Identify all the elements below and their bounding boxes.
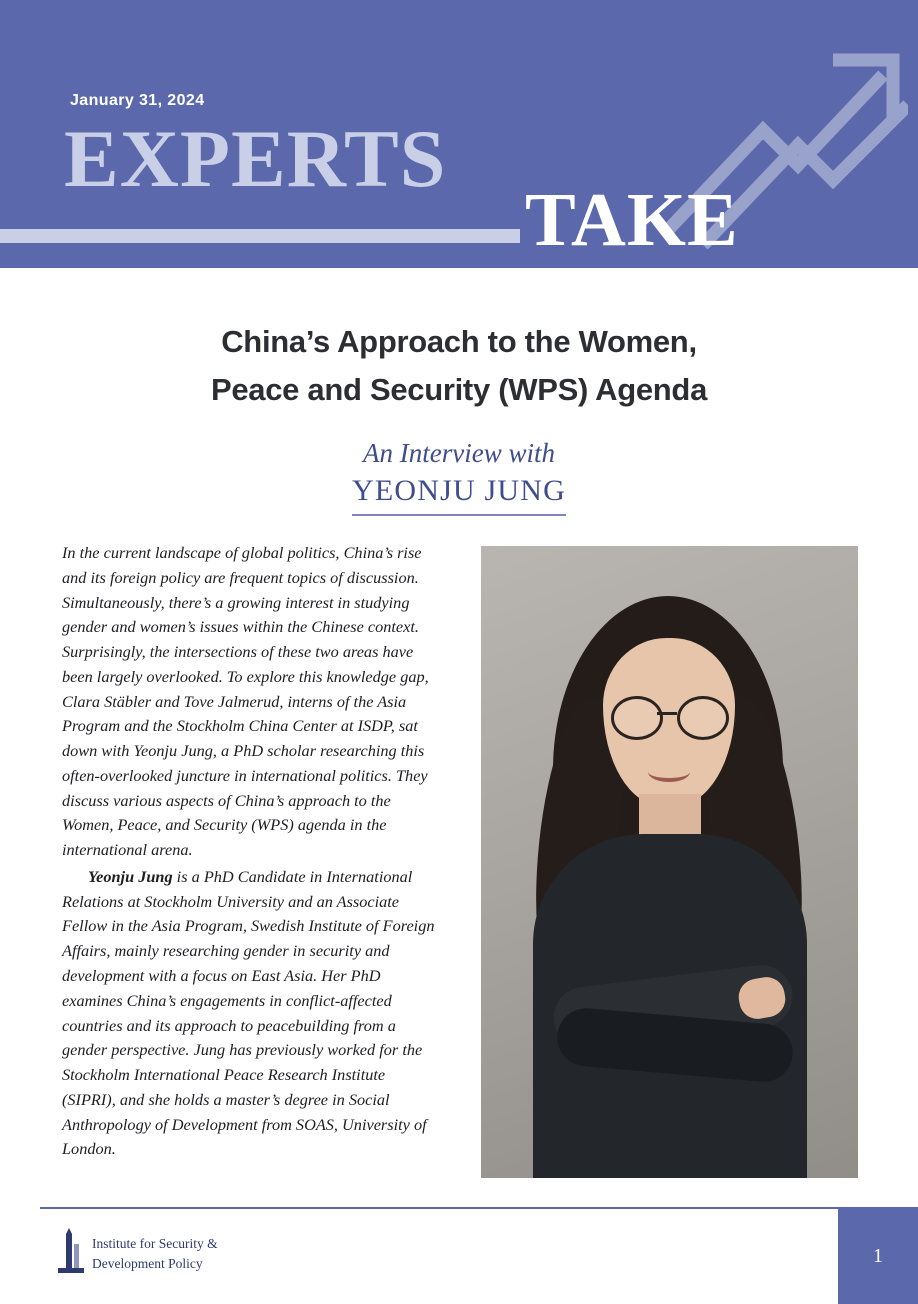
interview-label: An Interview with	[363, 438, 555, 468]
bio-paragraph	[62, 865, 442, 1162]
portrait-glasses-right	[677, 696, 729, 740]
publication-date: January 31, 2024	[70, 92, 205, 109]
page-title	[60, 318, 858, 414]
masthead-take: TAKE	[525, 178, 739, 262]
page-number: 1	[873, 1245, 883, 1267]
bio-lead-name: Yeonju Jung	[88, 866, 173, 886]
masthead-experts: EXPERTS	[64, 113, 447, 204]
page-title-line-1: China’s Approach to the Women,	[221, 324, 697, 359]
guest-name: YEONJU JUNG	[352, 474, 566, 516]
guest-name-container	[60, 474, 858, 516]
page-number-badge	[838, 1207, 918, 1304]
document-header-band	[0, 0, 918, 268]
footer-organization-name	[92, 1234, 292, 1273]
portrait-glasses-bridge	[657, 712, 677, 715]
portrait-smile	[648, 762, 690, 782]
portrait-photo	[481, 546, 858, 1178]
footer-org-line-1: Institute for Security &	[92, 1236, 218, 1251]
footer-divider	[40, 1207, 840, 1209]
page-title-line-2: Peace and Security (WPS) Agenda	[210, 372, 708, 408]
footer-org-line-2: Development Policy	[92, 1255, 203, 1271]
bio-text: is a PhD Candidate in International Relations at Stockholm University and an Associate Fellow in the Asia Program, Swedish Institute of Foreign Affairs, mainly researching gender in security and development with a focus on East Asia. Her PhD examines China’s engagements in conflict-affected countries and its approach to peacebuilding from a gender perspective. Jung has previously worked for the Stockholm International Peace Research Institute (SIPRI), and she holds a master’s degree in Social Anthropology of Development from SOAS, University of London.	[62, 866, 435, 1159]
masthead-underline-bar	[0, 229, 520, 243]
intro-paragraph: In the current landscape of global politics, China’s rise and its foreign policy are frequent topics of discussion. Simultaneously, there’s a growing interest in studying gender and women’s issues within the Chinese context. Surprisingly, the intersections of these two areas have been largely overlooked. To explore this knowledge gap, Clara Stäbler and Tove Jalmerud, interns of the Asia Program and the Stockholm China Center at ISDP, sat down with Yeonju Jung, a PhD scholar researching this often-overlooked juncture in international politics. They discuss various aspects of China’s approach to the Women, Peace, and Security (WPS) agenda in the international arena.	[62, 543, 429, 860]
isdp-pillar-logo-icon	[52, 1228, 90, 1280]
article-body	[62, 541, 442, 1162]
portrait-glasses-left	[611, 696, 663, 740]
